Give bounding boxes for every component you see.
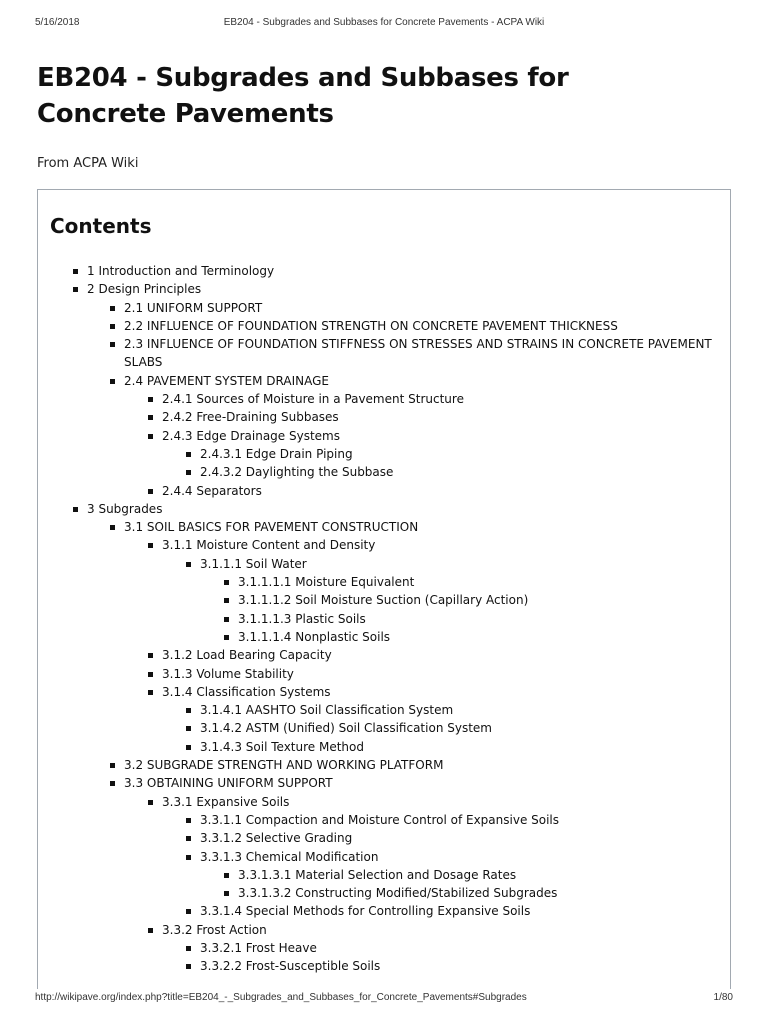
toc-item[interactable] <box>38 628 722 646</box>
toc-link[interactable]: 3.1.4.3 Soil Texture Method <box>200 739 364 754</box>
toc-item[interactable] <box>38 536 722 554</box>
bullet-icon <box>186 818 191 823</box>
toc-link[interactable]: 3.1.1.1 Soil Water <box>200 556 307 571</box>
toc-link[interactable]: 3.3.2.2 Frost-Susceptible Soils <box>200 959 381 974</box>
toc-item[interactable] <box>38 719 722 737</box>
toc-item[interactable] <box>38 427 722 445</box>
toc-item[interactable] <box>38 646 722 664</box>
toc-link[interactable]: 3.1.3 Volume Stability <box>162 666 294 681</box>
toc-link[interactable]: 1 Introduction and Terminology <box>87 264 275 278</box>
print-url: http://wikipave.org/index.php?title=EB204_-_Subgrades_and_Subbases_for_Concrete_Pavements#Subgrades <box>35 992 527 1003</box>
bullet-icon <box>148 800 153 805</box>
bullet-icon <box>148 690 153 695</box>
toc-link[interactable]: 3.3.2.1 Frost Heave <box>200 940 317 955</box>
toc-item[interactable] <box>38 738 722 756</box>
toc-link[interactable]: 3.3.1.4 Special Methods for Controlling Expansive Soils <box>200 904 531 919</box>
bullet-icon <box>148 653 153 658</box>
toc-link[interactable]: 3.1.1.1.1 Moisture Equivalent <box>238 575 415 590</box>
bullet-icon <box>148 489 153 494</box>
toc-link[interactable]: 2.4.3.2 Daylighting the Subbase <box>200 465 394 480</box>
print-date: 5/16/2018 <box>35 17 80 28</box>
toc-item[interactable] <box>38 408 722 426</box>
bullet-icon <box>186 708 191 713</box>
toc-item[interactable] <box>38 921 722 939</box>
toc-title: Contents <box>50 214 152 238</box>
toc-link[interactable]: 2.4.3 Edge Drainage Systems <box>162 428 340 443</box>
toc-link[interactable]: 2.4.4 Separators <box>162 483 262 498</box>
bullet-icon <box>186 452 191 457</box>
toc-item[interactable] <box>38 317 722 335</box>
toc-item[interactable] <box>38 591 722 609</box>
bullet-icon <box>110 525 115 530</box>
bullet-icon <box>110 342 115 347</box>
bullet-icon <box>186 946 191 951</box>
toc-link[interactable]: 3.1.4.1 AASHTO Soil Classification System <box>200 703 454 718</box>
bullet-icon <box>110 781 115 786</box>
toc-link[interactable]: 2.4.1 Sources of Moisture in a Pavement Structure <box>162 392 464 407</box>
bullet-icon <box>148 415 153 420</box>
toc-link[interactable]: 3.3.1.3.1 Material Selection and Dosage Rates <box>238 867 517 882</box>
toc-item[interactable] <box>38 665 722 683</box>
toc-link[interactable]: 3.1.2 Load Bearing Capacity <box>162 648 332 663</box>
toc-item[interactable] <box>38 555 722 573</box>
page-title: EB204 - Subgrades and Subbases for Concrete Pavements <box>37 63 569 129</box>
toc-item[interactable] <box>38 372 722 390</box>
bullet-icon <box>186 836 191 841</box>
toc-link[interactable]: 3.3.1.3.2 Constructing Modified/Stabilized Subgrades <box>238 886 558 901</box>
toc-item[interactable] <box>38 610 722 628</box>
toc-item[interactable] <box>38 939 722 957</box>
toc-item[interactable] <box>38 390 722 408</box>
toc-link[interactable]: 3.1.1 Moisture Content and Density <box>162 538 376 553</box>
bullet-icon <box>148 672 153 677</box>
bullet-icon <box>224 635 229 640</box>
toc-link[interactable]: 3.3.1.1 Compaction and Moisture Control of Expansive Soils <box>200 812 560 827</box>
bullet-icon <box>186 964 191 969</box>
toc-item[interactable] <box>38 866 722 884</box>
bullet-icon <box>148 543 153 548</box>
toc-item[interactable] <box>38 902 722 920</box>
print-page-number: 1/80 <box>713 992 733 1003</box>
toc-item[interactable] <box>38 299 722 317</box>
bullet-icon <box>224 891 229 896</box>
toc-link[interactable]: 3.1.1.1.4 Nonplastic Soils <box>238 629 391 644</box>
toc-link[interactable]: 3.3.1.2 Selective Grading <box>200 831 353 846</box>
toc-item[interactable] <box>38 683 722 701</box>
toc-link[interactable]: 3.3 OBTAINING UNIFORM SUPPORT <box>124 776 333 791</box>
bullet-icon <box>148 397 153 402</box>
bullet-icon <box>186 855 191 860</box>
bullet-icon <box>186 745 191 750</box>
print-page-title: EB204 - Subgrades and Subbases for Concrete Pavements - ACPA Wiki <box>223 17 545 28</box>
toc-link[interactable]: 2.4.2 Free-Draining Subbases <box>162 410 339 425</box>
toc-link[interactable]: 3.3.1.3 Chemical Modification <box>200 849 379 864</box>
toc-link[interactable]: 2.1 UNIFORM SUPPORT <box>124 300 263 315</box>
toc-link[interactable]: 3 Subgrades <box>87 501 163 516</box>
print-header <box>0 17 768 31</box>
bullet-icon <box>186 470 191 475</box>
toc-item[interactable] <box>38 280 722 298</box>
toc-link[interactable]: 2.4 PAVEMENT SYSTEM DRAINAGE <box>124 373 329 388</box>
print-footer <box>0 992 768 1006</box>
toc-item[interactable] <box>38 829 722 847</box>
table-of-contents <box>37 189 731 989</box>
toc-item[interactable] <box>38 701 722 719</box>
bullet-icon <box>224 580 229 585</box>
bullet-icon <box>224 617 229 622</box>
toc-item[interactable] <box>38 793 722 811</box>
toc-item[interactable] <box>38 573 722 591</box>
bullet-icon <box>186 726 191 731</box>
toc-link[interactable]: 3.1.4 Classification Systems <box>162 684 331 699</box>
toc-link[interactable]: 2.2 INFLUENCE OF FOUNDATION STRENGTH ON CONCRETE PAVEMENT THICKNESS <box>124 318 618 333</box>
toc-item[interactable] <box>38 518 722 536</box>
bullet-icon <box>148 434 153 439</box>
bullet-icon <box>73 269 78 274</box>
bullet-icon <box>110 763 115 768</box>
site-subtitle: From ACPA Wiki <box>37 156 139 171</box>
toc-link[interactable]: 3.1 SOIL BASICS FOR PAVEMENT CONSTRUCTION <box>124 520 419 535</box>
toc-item[interactable] <box>38 463 722 481</box>
toc-link[interactable]: 2.3 INFLUENCE OF FOUNDATION STIFFNESS ON STRESSES AND STRAINS IN CONCRETE PAVEMENT SLABS <box>124 337 712 370</box>
bullet-icon <box>110 379 115 384</box>
toc-item[interactable] <box>38 884 722 902</box>
toc-item[interactable] <box>38 335 722 372</box>
bullet-icon <box>73 507 78 512</box>
bullet-icon <box>110 324 115 329</box>
toc-link[interactable]: 3.3.2 Frost Action <box>162 922 267 937</box>
toc-item[interactable] <box>38 848 722 866</box>
bullet-icon <box>186 909 191 914</box>
toc-item[interactable] <box>38 482 722 500</box>
toc-item[interactable] <box>38 957 722 975</box>
toc-link[interactable]: 2.4.3.1 Edge Drain Piping <box>200 446 353 461</box>
toc-link[interactable]: 3.1.4.2 ASTM (Unified) Soil Classification System <box>200 721 492 736</box>
toc-item[interactable] <box>38 774 722 792</box>
bullet-icon <box>224 598 229 603</box>
toc-item[interactable] <box>38 756 722 774</box>
toc-item[interactable] <box>38 262 722 280</box>
toc-item[interactable] <box>38 445 722 463</box>
toc-item[interactable] <box>38 500 722 518</box>
bullet-icon <box>224 873 229 878</box>
bullet-icon <box>110 306 115 311</box>
toc-link[interactable]: 3.2 SUBGRADE STRENGTH AND WORKING PLATFORM <box>124 758 444 773</box>
bullet-icon <box>148 928 153 933</box>
bullet-icon <box>186 562 191 567</box>
toc-link[interactable]: 3.1.1.1.3 Plastic Soils <box>238 611 366 626</box>
toc-link[interactable]: 2 Design Principles <box>87 282 202 297</box>
toc-item[interactable] <box>38 811 722 829</box>
bullet-icon <box>73 287 78 292</box>
toc-link[interactable]: 3.3.1 Expansive Soils <box>162 794 290 809</box>
toc-list <box>38 262 722 976</box>
toc-link[interactable]: 3.1.1.1.2 Soil Moisture Suction (Capillary Action) <box>238 593 529 608</box>
